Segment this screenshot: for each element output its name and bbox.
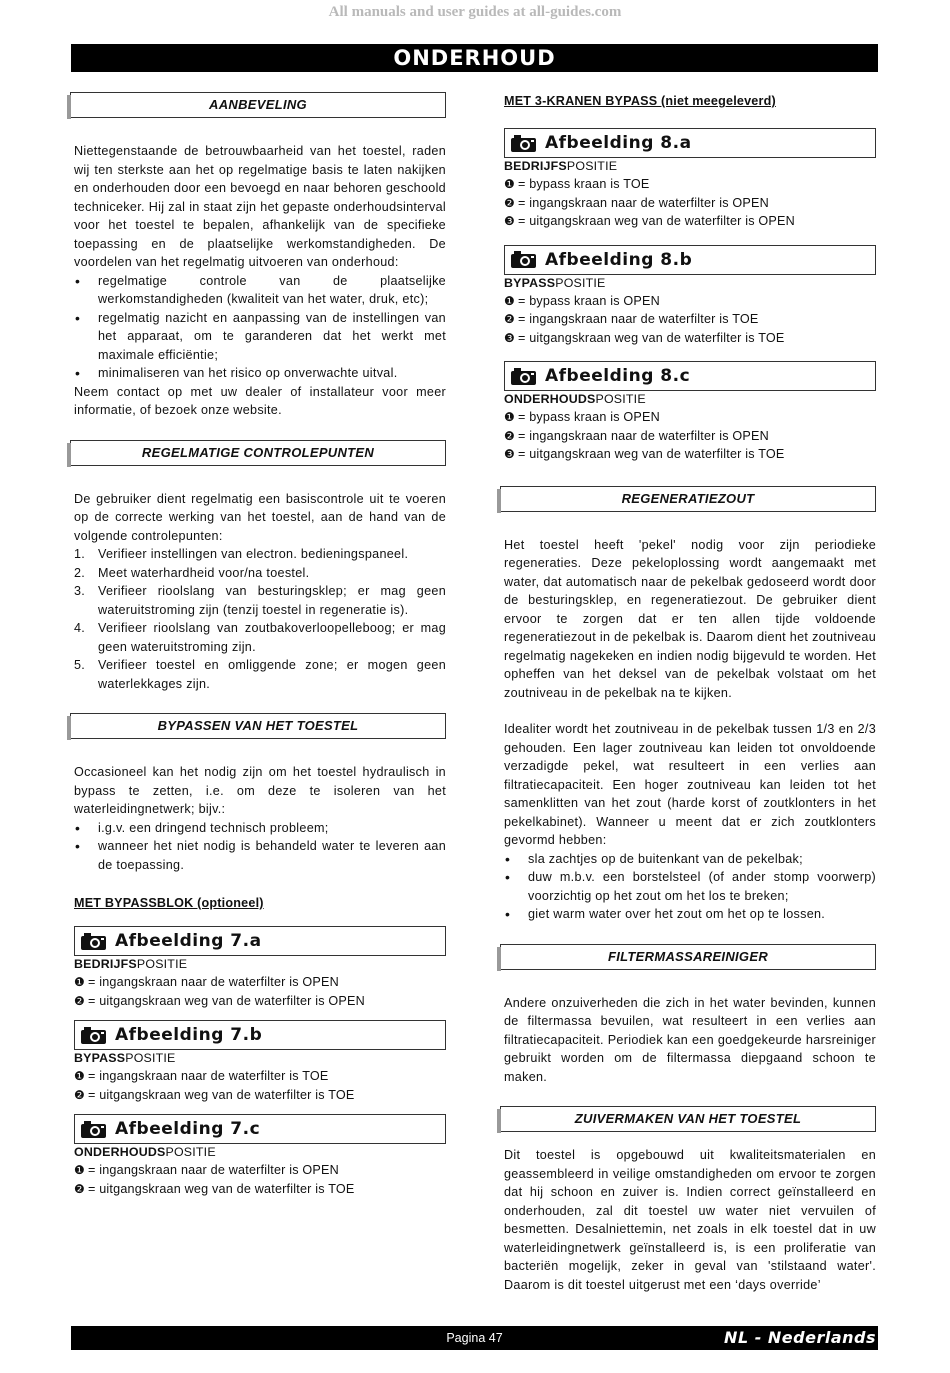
regeneratiezout-paragraph-2: Idealiter wordt het zoutniveau in de pekelbak tussen 1/3 en 2/3 gehouden. Een lager zoutniveau kan leiden tot onvoldoende verzadigde pekel, wat resulteert in een verlies aan filtratiecapaciteit. Een hoger zoutniveau kan leiden tot het samenklitten van het zout (harde korst of zoutklonters in het pekelkabinet). Wanneer u meent dat er zich zoutklonters gevormd hebben: xyxy=(504,722,876,847)
figure-line: ❷ = ingangskraan naar de waterfilter is OPEN xyxy=(504,428,769,443)
list-item: • wanneer het niet nodig is behandeld water te leveren aan de toepassing. xyxy=(74,837,446,874)
figure-line: ❶ = bypass kraan is TOE xyxy=(504,177,650,191)
left-column xyxy=(74,92,446,1198)
camera-icon xyxy=(511,251,536,268)
footer-bar xyxy=(71,1326,878,1350)
figure-line: ❶ = ingangskraan naar de waterfilter is OPEN xyxy=(74,975,339,989)
list-item: 4. Verifieer rioolslang van zoutbakoverloopelleboog; er mag geen wateruitstroming zijn. xyxy=(74,621,446,654)
language-label: NL - Nederlands xyxy=(724,1328,876,1347)
position-label: BYPASSPOSITIE xyxy=(504,275,606,290)
filtermassa-paragraph: Andere onzuiverheden die zich in het water bevinden, kunnen de filtermassa bevuilen, wat resulteert in een verlies aan filtratiecapaciteit. Periodiek kan een goedgekeurde harsreiniger gebruikt worden om de filtermassa diepgaand schoon te maken. xyxy=(504,995,876,1084)
watermark: All manuals and user guides at all-guides.com xyxy=(328,4,622,20)
figure-7a xyxy=(74,926,446,1010)
aanbeveling-intro: Niettegenstaande de betrouwbaarheid van het toestel, raden wij ten sterkste aan het op regelmatige basis te laten nakijken en onderhouden door een bevoegd en naar behoren geschoold techniceker. Hij zal in staat zijn het gepaste onderhoudsinterval voor het toestel te bepalen, afhankelijk van de specifieke toepassing en de plaatselijke werkomstandigheden. De voordelen van het regelmatig uitvoeren van onderhoud: xyxy=(74,144,446,269)
position-label: BYPASSPOSITIE xyxy=(74,1051,176,1065)
position-label: BEDRIJFSPOSITIE xyxy=(504,159,618,173)
list-item: 3. Verifieer rioolslang van besturingsklep; er mag geen wateruitstroming zijn (tenzij toestel in regeneratie is). xyxy=(74,584,446,617)
section-heading-regeneratiezout: REGENERATIEZOUT xyxy=(500,486,876,512)
figure-line: ❷ = uitgangskraan weg van de waterfilter is TOE xyxy=(74,1087,355,1102)
figure-line: ❸ = uitgangskraan weg van de waterfilter is OPEN xyxy=(504,214,795,228)
list-item: 1. Verifieer instellingen van electron. bedieningspaneel. xyxy=(74,547,409,561)
position-label: BEDRIJFSPOSITIE xyxy=(74,957,188,971)
figure-7b xyxy=(74,1020,446,1104)
list-item: • giet warm water over het zout om het op te lossen. xyxy=(504,905,876,924)
regeneratiezout-bullets xyxy=(504,850,876,924)
figure-title-box: Afbeelding 8.a xyxy=(504,128,876,158)
section-heading-zuivermaken: ZUIVERMAKEN VAN HET TOESTEL xyxy=(500,1106,876,1132)
list-item: • duw m.b.v. een borstelsteel (of ander stomp voorwerp) voorzichtig op het zout om het los te breken; xyxy=(504,868,876,905)
figure-line: ❶ = bypass kraan is OPEN xyxy=(504,293,660,308)
figure-line: ❶ = bypass kraan is OPEN xyxy=(504,410,660,424)
page-title: ONDERHOUD xyxy=(71,44,878,72)
figure-title-box: Afbeelding 8.c xyxy=(504,361,876,391)
figure-title-box: Afbeelding 8.b xyxy=(504,245,876,275)
figure-line: ❶ = ingangskraan naar de waterfilter is TOE xyxy=(74,1069,329,1083)
figure-line: ❷ = uitgangskraan weg van de waterfilter is TOE xyxy=(74,1181,355,1196)
position-label: ONDERHOUDSPOSITIE xyxy=(74,1145,216,1159)
section-heading-bypassen: BYPASSEN VAN HET TOESTEL xyxy=(70,713,446,739)
camera-icon xyxy=(511,368,536,385)
figure-7c xyxy=(74,1114,446,1198)
figure-line: ❷ = ingangskraan naar de waterfilter is OPEN xyxy=(504,195,769,210)
zuivermaken-paragraph: Dit toestel is opgebouwd uit kwaliteitsmaterialen en geassembleerd in veilige omstandigheden om ervoor te zorgen dat hij schoon en zuiver is. Indien correct geïnstalleerd en onderhouden, zal dit toestel uw water niet vervuilen of besmetten. Desalniettemin, net zoals in elk toestel dat in uw waterleidingnetwerk geïnstalleerd is, is een proliferatie van bacteriën mogelijk, zeker in geval van 'stilstaand water'. Daarom is dit toestel uitgerust met een ‘days override’ xyxy=(504,1148,876,1292)
aanbeveling-outro: Neem contact op met uw dealer of installateur voor meer informatie, of bezoek onze website. xyxy=(74,384,446,417)
figure-line: ❶ = ingangskraan naar de waterfilter is OPEN xyxy=(74,1163,339,1177)
list-item: • i.g.v. een dringend technisch probleem; xyxy=(74,819,446,838)
aanbeveling-bullets xyxy=(74,272,446,383)
figure-title-box: Afbeelding 7.b xyxy=(74,1020,446,1050)
subheading-bypassblok: MET BYPASSBLOK (optioneel) xyxy=(74,896,264,910)
list-item: • regelmatige controle van de plaatselijke werkomstandigheden (kwaliteit van het water, druk, etc); xyxy=(74,272,446,309)
bypassen-bullets xyxy=(74,819,446,875)
figure-8b xyxy=(504,245,876,348)
figure-title-box: Afbeelding 7.a xyxy=(74,926,446,956)
page-number: Pagina 47 xyxy=(446,1331,503,1345)
list-item: 5. Verifieer toestel en omliggende zone; er mogen geen waterlekkages zijn. xyxy=(74,658,446,691)
camera-icon xyxy=(511,135,536,152)
controlepunten-intro: De gebruiker dient regelmatig een basiscontrole uit te voeren op de correcte werking van het toestel, aan de hand van de volgende controlepunten: xyxy=(74,491,446,543)
section-heading-filtermassareiniger: FILTERMASSAREINIGER xyxy=(500,944,876,970)
controlepunten-list xyxy=(74,545,446,693)
right-column xyxy=(504,92,876,1294)
figure-title-box: Afbeelding 7.c xyxy=(74,1114,446,1144)
subheading-3-kranen-bypass: MET 3-KRANEN BYPASS (niet meegeleverd) xyxy=(504,94,776,108)
list-item: • minimaliseren van het risico op onverwachte uitval. xyxy=(74,364,446,383)
section-heading-aanbeveling: AANBEVELING xyxy=(70,92,446,118)
camera-icon xyxy=(81,1027,106,1044)
figure-8c xyxy=(504,361,876,464)
regeneratiezout-paragraph-1: Het toestel heeft 'pekel' nodig voor zijn periodieke regeneraties. Deze pekeloplossing wordt aangemaakt met water, dat automatisch naar de pekelbak gedoseerd wordt door de besturingsklep, en regeneratiezout. De gebruiker dient ervoor te zorgen dat er ten allen tijde voldoende regeneratiezout in de pekelbak is. Daarom dient het zoutniveau regelmatig nagekeken en indien nodig bijgevuld te worden. Het opheffen van het deksel van de pekelbak volstaat om het zoutniveau in de pekelbak na te kijken. xyxy=(504,537,876,700)
camera-icon xyxy=(81,933,106,950)
camera-icon xyxy=(81,1121,106,1138)
bypassen-intro: Occasioneel kan het nodig zijn om het toestel hydraulisch in bypass te zetten, i.e. om deze te isoleren van het waterleidingnetwerk; bijv.: xyxy=(74,765,446,816)
figure-line: ❸ = uitgangskraan weg van de waterfilter is TOE xyxy=(504,330,785,345)
figure-line: ❸ = uitgangskraan weg van de waterfilter is TOE xyxy=(504,447,785,461)
list-item: • sla zachtjes op de buitenkant van de pekelbak; xyxy=(504,850,876,869)
figure-8a xyxy=(504,128,876,231)
section-heading-controlepunten: REGELMATIGE CONTROLEPUNTEN xyxy=(70,440,446,466)
figure-line: ❷ = uitgangskraan weg van de waterfilter is OPEN xyxy=(74,993,365,1008)
position-label: ONDERHOUDSPOSITIE xyxy=(504,392,646,406)
list-item: • regelmatig nazicht en aanpassing van de instellingen van het apparaat, om te garanderen dat het werkt met maximale efficiëntie; xyxy=(74,309,446,365)
figure-line: ❷ = ingangskraan naar de waterfilter is TOE xyxy=(504,312,759,326)
list-item: 2. Meet waterhardheid voor/na toestel. xyxy=(74,565,310,580)
